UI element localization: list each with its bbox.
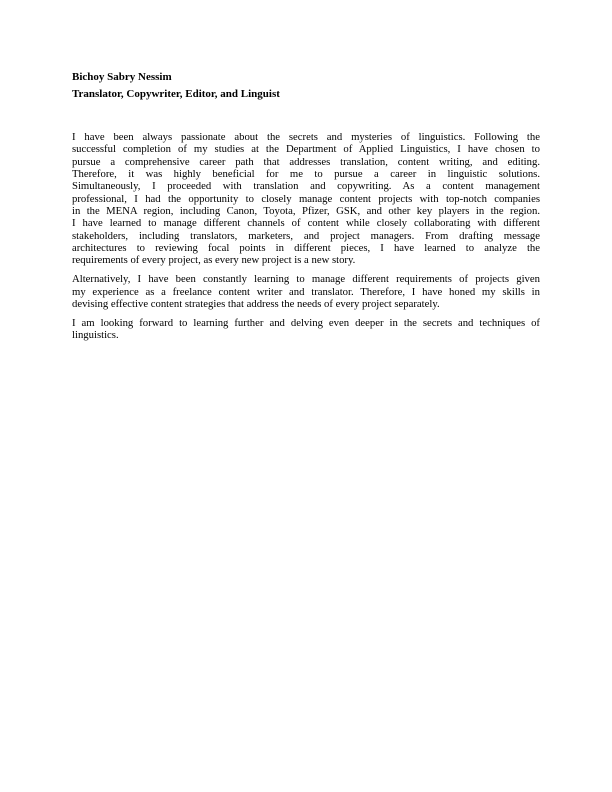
- text-line: architectures to reviewing focal points in different pieces, I have learned to analyze the: [72, 242, 540, 255]
- text-line: pursue a comprehensive career path that addresses translation, content writing, and editing.: [72, 155, 540, 168]
- author-title: Translator, Copywriter, Editor, and Linguist: [72, 87, 280, 100]
- text-line: requirements of every project, as every new project is a new story.: [72, 254, 356, 267]
- paragraph: [72, 273, 540, 310]
- text-line: my experience as a freelance content writer and translator. Therefore, I have honed my skills in: [72, 285, 540, 298]
- text-line: I have learned to manage different channels of content while closely collaborating with different: [72, 217, 540, 230]
- text-line: stakeholders, including translators, marketers, and project managers. From drafting message: [72, 229, 540, 242]
- text-line: linguistics.: [72, 329, 119, 342]
- text-line: Alternatively, I have been constantly learning to manage different requirements of projects given: [72, 273, 540, 286]
- text-line: devising effective content strategies that address the needs of every project separately.: [72, 297, 440, 310]
- text-line: I have been always passionate about the secrets and mysteries of linguistics. Following the: [72, 131, 540, 143]
- text-line: Simultaneously, I proceeded with translation and copywriting. As a content management: [72, 180, 540, 193]
- paragraph: [72, 131, 540, 267]
- text-line: Therefore, it was highly beneficial for me to pursue a career in linguistic solutions.: [72, 168, 540, 181]
- paragraph: [72, 317, 540, 342]
- text-line: I am looking forward to learning further and delving even deeper in the secrets and techniques of: [72, 316, 540, 329]
- text-line: successful completion of my studies at the Department of Applied Linguistics, I have chosen to: [72, 143, 540, 156]
- author-name: Bichoy Sabry Nessim: [72, 71, 172, 83]
- document-header: [72, 69, 280, 102]
- text-line: in the MENA region, including Canon, Toyota, Pfizer, GSK, and other key players in the region.: [72, 205, 540, 218]
- text-line: professional, I had the opportunity to closely manage content projects with top-notch companies: [72, 192, 540, 205]
- document-body: [72, 131, 540, 348]
